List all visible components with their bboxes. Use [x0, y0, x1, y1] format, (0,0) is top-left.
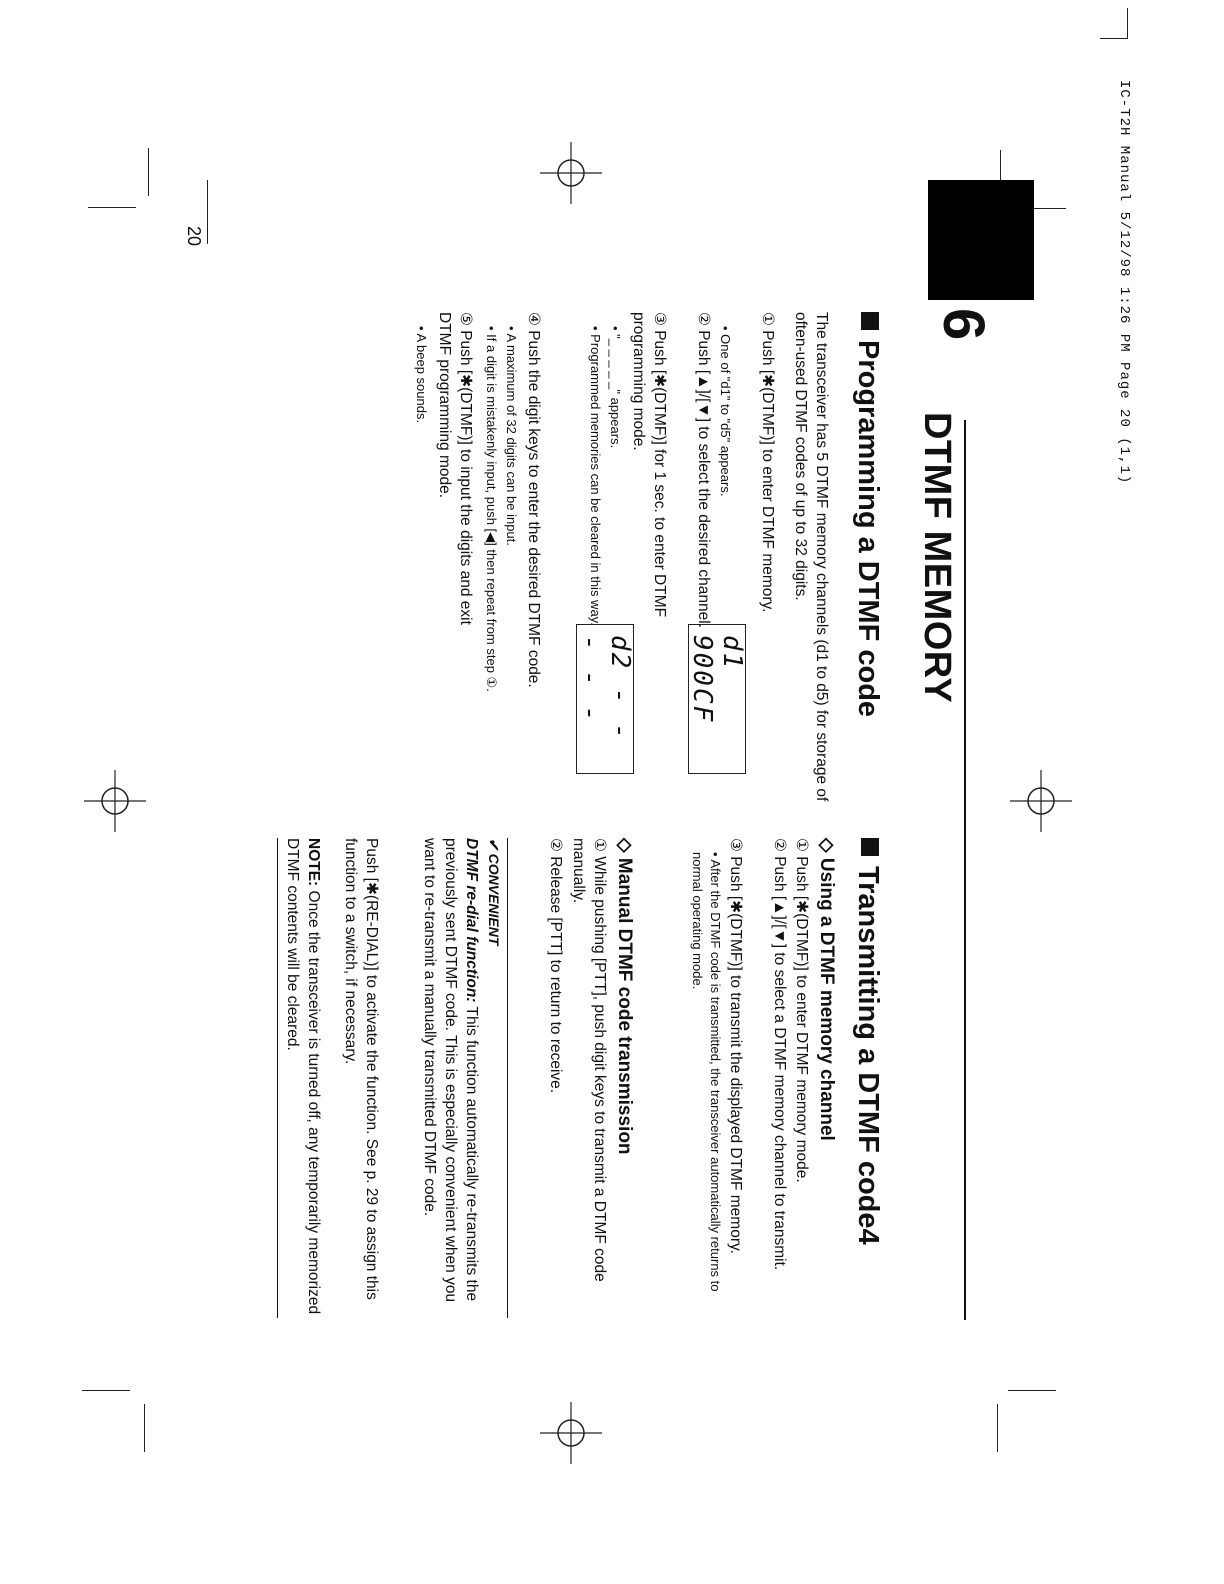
chapter-title: DTMF MEMORY: [916, 412, 958, 704]
prog-step-1-note: • One of "d1" to "d5" appears.: [718, 326, 733, 497]
prog-step-3-note-2: • Programmed memories can be cleared in this way.: [588, 326, 603, 626]
prog-step-4: ④ Push the digit keys to enter the desired DTMF code.: [525, 312, 542, 688]
note-text: Once the transceiver is turned off, any temporarily memorized DTMF contents will be cleared.: [284, 838, 322, 1315]
convenient-lead: DTMF re-dial function:: [463, 838, 480, 1003]
section-square-icon: [861, 312, 879, 330]
chapter-tab: [928, 180, 1034, 300]
programming-intro: The transceiver has 5 DTMF memory channels (d1 to d5) for storage of often-used DTMF codes of up to 32 digits.: [792, 312, 830, 802]
chapter-rule: [964, 420, 966, 1320]
lcd-display-d2: d2 - - - - -: [576, 624, 634, 774]
note-lead: NOTE:: [305, 838, 322, 887]
lcd-display-d1: d1 900CF: [688, 624, 746, 774]
using-step-1: ① Push [✱(DTMF)] to enter DTMF memory mode.: [793, 838, 810, 1183]
page-number: 20: [184, 226, 204, 247]
prog-step-4-note-2: • If a digit is mistakenly input, push [◀] then repeat from step ①.: [484, 326, 499, 692]
chapter-number: 6: [931, 308, 996, 341]
prog-step-2: ② Push [▲]/[▼] to select the desired channel.: [695, 312, 712, 628]
prog-step-4-note-1: • A maximum of 32 digits can be input.: [504, 326, 519, 546]
convenient-paragraph: [419, 838, 482, 1318]
manual-step-2: ② Release [PTT] to return to receive.: [547, 838, 564, 1094]
convenient-bottom-rule: [277, 838, 278, 1318]
transmitting-section-title: [851, 838, 884, 1245]
convenient-push-text: Push [✱(RE-DIAL)] to activate the function. See p. 29 to assign this function to a switch, if necessary.: [342, 838, 380, 1300]
running-head: IC-T2H Manual 5/12/98 1:26 PM Page 20 (1,1): [1116, 80, 1132, 485]
prog-step-5: ⑤ Push [✱(DTMF)] to input the digits and exit DTMF programming mode.: [436, 312, 474, 625]
using-step-3: ③ Push [✱(DTMF)] to transmit the displayed DTMF memory.: [727, 838, 744, 1254]
using-subtitle: ◇ Using a DTMF memory channel: [816, 838, 837, 1141]
using-step-2: ② Push [▲]/[▼] to select a DTMF memory channel to transmit.: [771, 838, 788, 1271]
prog-step-3: ③ Push [✱(DTMF)] for 1 sec. to enter DTMF programming mode.: [630, 312, 668, 618]
programming-section-title: [851, 312, 884, 717]
prog-step-5-note: • A beep sounds.: [414, 326, 429, 424]
convenient-top-rule: [507, 838, 508, 1318]
manual-subtitle: ◇ Manual DTMF code transmission: [614, 838, 635, 1155]
programming-title-text: Programming a DTMF code: [852, 340, 884, 718]
convenient-label: ✔ CONVENIENT: [486, 838, 502, 946]
prog-step-1: ① Push [✱(DTMF)] to enter DTMF memory.: [759, 312, 776, 613]
note-paragraph: [282, 838, 324, 1318]
transmitting-title-text: Transmitting a DTMF code4: [852, 866, 884, 1245]
section-square-icon: [861, 838, 879, 856]
using-step-3-note: • After the DTMF code is transmitted, the transceiver automatically returns to normal operating mode.: [690, 852, 723, 1292]
prog-step-3-note-1: • "_ _ _ _ _" appears.: [608, 326, 623, 449]
manual-step-1: ① While pushing [PTT], push digit keys to transmit a DTMF code manually.: [570, 838, 608, 1282]
convenient-text: This function automatically re-transmits the previously sent DTMF code. This is especially convenient when you want to re-transmit a manually transmitted DTMF code.: [421, 838, 480, 1303]
